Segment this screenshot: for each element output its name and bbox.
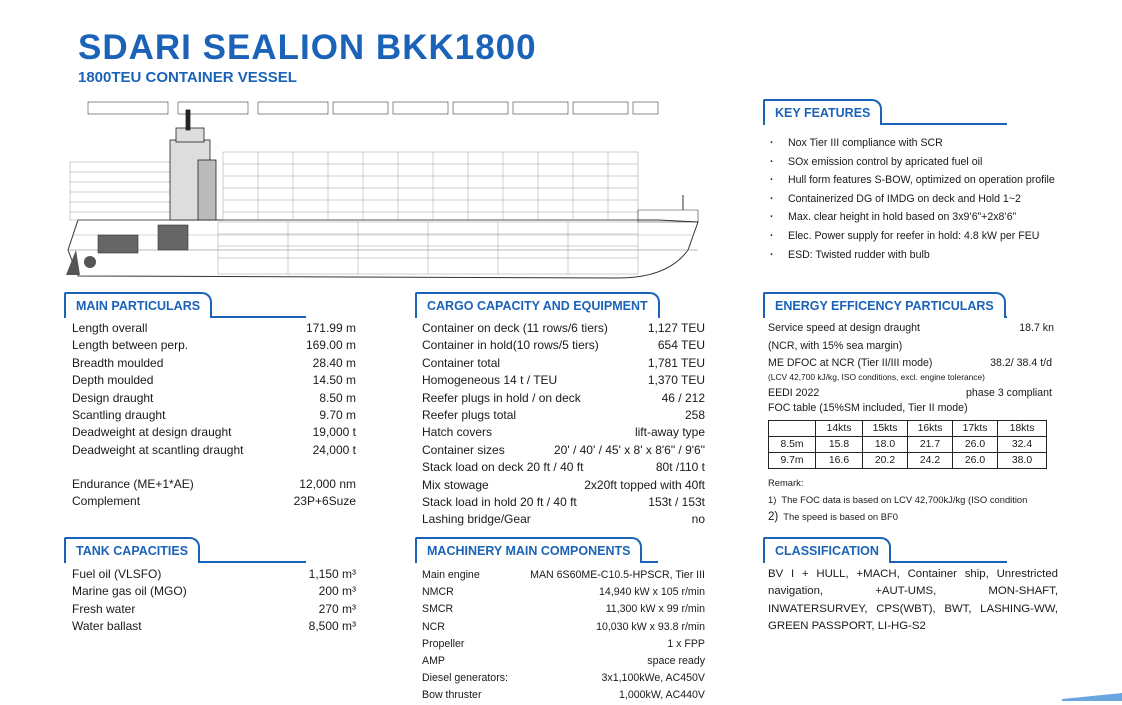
list-item: · Nox Tier III compliance with SCR bbox=[766, 134, 1060, 153]
row-value: 169.00 m bbox=[305, 338, 356, 353]
row-value: no bbox=[691, 512, 705, 527]
foc-table-title: FOC table (15%SM included, Tier II mode) bbox=[768, 402, 968, 414]
list-item bbox=[422, 390, 705, 407]
list-item: · SOx emission control by apricated fuel oil bbox=[766, 153, 1060, 172]
row-value: 1,000kW, AC440V bbox=[619, 689, 705, 702]
table-cell: 18.0 bbox=[863, 437, 908, 453]
table-header-cell: 17kts bbox=[953, 421, 998, 437]
list-item bbox=[72, 583, 356, 600]
machinery-header bbox=[415, 537, 658, 563]
table-header-cell: 15kts bbox=[863, 421, 908, 437]
table-cell: 38.0 bbox=[998, 453, 1047, 469]
table-cell: 24.2 bbox=[908, 453, 953, 469]
row-label: Mix stowage bbox=[422, 477, 489, 492]
row-value: 258 bbox=[684, 407, 705, 422]
machinery-list bbox=[422, 567, 705, 705]
dfoc-label: ME DFOC at NCR (Tier II/III mode) bbox=[768, 357, 933, 369]
list-item bbox=[422, 459, 705, 476]
row-value: 14,940 kW x 105 r/min bbox=[599, 586, 705, 599]
cargo-title: CARGO CAPACITY AND EQUIPMENT bbox=[415, 292, 660, 318]
table-cell: 9.7m bbox=[769, 453, 816, 469]
dfoc-note: (LCV 42,700 kJ/kg, ISO conditions, excl. engine tolerance) bbox=[768, 372, 985, 382]
row-value: 24,000 t bbox=[312, 442, 356, 457]
list-item bbox=[422, 494, 705, 511]
row-value: 1,781 TEU bbox=[647, 355, 705, 370]
table-row bbox=[769, 421, 1047, 437]
list-item bbox=[72, 618, 356, 635]
row-value: 200 m³ bbox=[318, 584, 356, 599]
row-label: Fuel oil (VLSFO) bbox=[72, 567, 162, 581]
row-label: Marine gas oil (MGO) bbox=[72, 584, 187, 599]
list-item bbox=[422, 337, 705, 354]
list-item bbox=[72, 407, 356, 424]
row-label: NMCR bbox=[422, 586, 454, 599]
row-value: 153t / 153t bbox=[648, 494, 705, 509]
list-item bbox=[422, 372, 705, 389]
list-item bbox=[422, 567, 705, 584]
row-label: Reefer plugs total bbox=[422, 407, 517, 422]
row-value: 23P+6Suze bbox=[293, 494, 356, 509]
row-label: Hatch covers bbox=[422, 425, 493, 440]
service-speed-label: Service speed at design draught bbox=[768, 322, 920, 334]
row-label: NCR bbox=[422, 620, 445, 633]
row-value: 270 m³ bbox=[318, 601, 356, 616]
row-value: 14.50 m bbox=[312, 373, 356, 388]
energy-title: ENERGY EFFICENCY PARTICULARS bbox=[763, 292, 1006, 318]
row-label: Breadth moulded bbox=[72, 355, 164, 370]
row-label: Length overall bbox=[72, 321, 148, 335]
machinery-title: MACHINERY MAIN COMPONENTS bbox=[415, 537, 642, 563]
row-label: Container in hold(10 rows/5 tiers) bbox=[422, 338, 599, 353]
row-label: Deadweight at design draught bbox=[72, 425, 232, 440]
main-particulars-list-2 bbox=[72, 476, 356, 511]
table-cell bbox=[769, 421, 816, 437]
cargo-list bbox=[422, 320, 705, 529]
dfoc-value: 38.2/ 38.4 t/d bbox=[990, 357, 1052, 369]
row-value: 28.40 m bbox=[312, 355, 356, 370]
row-value: 1,150 m³ bbox=[308, 567, 356, 581]
page-title: SDARI SEALION BKK1800 bbox=[78, 28, 537, 67]
remark-2-text: The speed is based on BF0 bbox=[783, 511, 898, 522]
row-label: Lashing bridge/Gear bbox=[422, 512, 531, 527]
table-header-cell: 14kts bbox=[816, 421, 863, 437]
key-features-list bbox=[766, 134, 1060, 264]
row-label: Container on deck (11 rows/6 tiers) bbox=[422, 321, 608, 335]
row-label: Stack load on deck 20 ft / 40 ft bbox=[422, 460, 584, 475]
row-label: Diesel generators: bbox=[422, 672, 508, 685]
list-item bbox=[422, 636, 705, 653]
key-features-title: KEY FEATURES bbox=[763, 99, 882, 125]
row-label: Complement bbox=[72, 494, 141, 509]
table-cell: 26.0 bbox=[953, 453, 998, 469]
row-label: Propeller bbox=[422, 637, 465, 650]
list-item bbox=[72, 390, 356, 407]
foc-table bbox=[768, 420, 1047, 469]
row-label: Main engine bbox=[422, 569, 480, 581]
classification-title: CLASSIFICATION bbox=[763, 537, 891, 563]
row-value: 3x1,100kWe, AC450V bbox=[601, 672, 705, 685]
row-label: Homogeneous 14 t / TEU bbox=[422, 373, 558, 388]
row-value: 11,300 kW x 99 r/min bbox=[605, 603, 705, 616]
list-item: · Containerized DG of IMDG on deck and Hold 1~2 bbox=[766, 190, 1060, 209]
row-label: Endurance (ME+1*AE) bbox=[72, 477, 194, 491]
cargo-header bbox=[415, 292, 658, 318]
list-item bbox=[72, 424, 356, 441]
list-item bbox=[422, 320, 705, 337]
row-label: Container total bbox=[422, 355, 501, 370]
main-particulars-header bbox=[64, 292, 306, 318]
list-item bbox=[422, 601, 705, 618]
remark-2-number: 2) bbox=[768, 511, 779, 523]
table-cell: 15.8 bbox=[816, 437, 863, 453]
key-features-header bbox=[763, 99, 1007, 125]
classification-text: BV I + HULL, +MACH, Container ship, Unrestricted navigation, +AUT-UMS, MON-SHAFT, INWATERSURVEY, CPS(WBT), BWT, LASHING-WW, GREEN PASSPORT, LI-HG-S2 bbox=[768, 568, 1058, 633]
table-row bbox=[769, 437, 1047, 453]
row-label: Fresh water bbox=[72, 601, 136, 616]
list-item bbox=[422, 407, 705, 424]
energy-particulars bbox=[768, 322, 1056, 416]
row-value: 8,500 m³ bbox=[308, 619, 356, 634]
table-header-cell: 16kts bbox=[908, 421, 953, 437]
table-row bbox=[769, 453, 1047, 469]
list-item bbox=[422, 442, 705, 459]
list-item bbox=[422, 511, 705, 528]
list-item bbox=[72, 493, 356, 510]
row-value: 654 TEU bbox=[657, 338, 705, 353]
energy-header bbox=[763, 292, 1007, 318]
row-label: Depth moulded bbox=[72, 373, 154, 388]
row-value: 1 x FPP bbox=[667, 637, 705, 650]
service-speed-note: (NCR, with 15% sea margin) bbox=[768, 340, 903, 352]
row-value: MAN 6S60ME-C10.5-HPSCR, Tier III bbox=[530, 569, 705, 581]
row-label: Bow thruster bbox=[422, 689, 482, 702]
row-label: Design draught bbox=[72, 390, 154, 405]
list-item: · Max. clear height in hold based on 3x9’6”+2x8’6” bbox=[766, 208, 1060, 227]
table-header-cell: 18kts bbox=[998, 421, 1047, 437]
table-cell: 32.4 bbox=[998, 437, 1047, 453]
remark-2 bbox=[768, 508, 1027, 526]
list-item: · Elec. Power supply for reefer in hold: 4.8 kW per FEU bbox=[766, 227, 1060, 246]
remark-1-number: 1) bbox=[768, 494, 777, 505]
row-label: Water ballast bbox=[72, 619, 142, 634]
remark-1-text: The FOC data is based on LCV 42,700kJ/kg (ISO condition bbox=[781, 494, 1028, 505]
list-item bbox=[422, 619, 705, 636]
list-item: · Hull form features S-BOW, optimized on operation profile bbox=[766, 171, 1060, 190]
row-value: 1,370 TEU bbox=[647, 373, 705, 388]
page-subtitle: 1800TEU CONTAINER VESSEL bbox=[78, 69, 297, 86]
tank-title: TANK CAPACITIES bbox=[64, 537, 200, 563]
row-value: 1,127 TEU bbox=[647, 321, 705, 335]
dfoc-row bbox=[768, 357, 1056, 372]
row-value: lift-away type bbox=[634, 425, 705, 440]
row-value: 80t /110 t bbox=[655, 460, 705, 475]
list-item bbox=[72, 355, 356, 372]
row-label: Scantling draught bbox=[72, 407, 166, 422]
row-label: Deadweight at scantling draught bbox=[72, 442, 244, 457]
service-speed-row bbox=[768, 322, 1056, 340]
list-item bbox=[422, 424, 705, 441]
main-particulars-list bbox=[72, 320, 356, 459]
list-item bbox=[72, 372, 356, 389]
row-value: 12,000 nm bbox=[299, 477, 356, 491]
list-item bbox=[72, 601, 356, 618]
list-item bbox=[422, 653, 705, 670]
list-item bbox=[422, 687, 705, 704]
list-item bbox=[72, 566, 356, 583]
row-value: 8.50 m bbox=[319, 390, 356, 405]
remark-title: Remark: bbox=[768, 477, 804, 488]
list-item bbox=[422, 355, 705, 372]
list-item bbox=[72, 442, 356, 459]
row-value: 19,000 t bbox=[312, 425, 356, 440]
classification-header bbox=[763, 537, 1007, 563]
tank-list bbox=[72, 566, 356, 636]
row-value: space ready bbox=[647, 654, 705, 667]
list-item bbox=[422, 477, 705, 494]
row-label: Length between perp. bbox=[72, 338, 189, 353]
row-label: Reefer plugs in hold / on deck bbox=[422, 390, 581, 405]
list-item: · ESD: Twisted rudder with bulb bbox=[766, 246, 1060, 265]
row-label: SMCR bbox=[422, 603, 454, 616]
row-value: 9.70 m bbox=[319, 407, 356, 422]
remark-1 bbox=[768, 491, 1027, 508]
foc-remarks bbox=[768, 474, 1027, 526]
row-value: 10,030 kW x 93.8 r/min bbox=[596, 620, 705, 633]
table-cell: 20.2 bbox=[863, 453, 908, 469]
ship-profile-drawing bbox=[58, 100, 708, 290]
list-item bbox=[72, 320, 356, 337]
tank-header bbox=[64, 537, 306, 563]
row-value: 2x20ft topped with 40ft bbox=[584, 477, 705, 492]
row-label: AMP bbox=[422, 654, 445, 667]
row-label: Container sizes bbox=[422, 442, 505, 457]
row-value: 46 / 212 bbox=[661, 390, 705, 405]
row-value: 171.99 m bbox=[305, 321, 356, 335]
list-item bbox=[422, 584, 705, 601]
row-value: 20' / 40' / 45' x 8' x 8'6" / 9'6" bbox=[553, 442, 705, 457]
table-cell: 21.7 bbox=[908, 437, 953, 453]
eedi-label: EEDI 2022 bbox=[768, 387, 820, 399]
list-item bbox=[422, 670, 705, 687]
corner-decoration bbox=[1062, 687, 1122, 701]
table-cell: 16.6 bbox=[816, 453, 863, 469]
eedi-row bbox=[768, 387, 1056, 402]
table-cell: 26.0 bbox=[953, 437, 998, 453]
list-item bbox=[72, 476, 356, 493]
main-particulars-title: MAIN PARTICULARS bbox=[64, 292, 212, 318]
table-cell: 8.5m bbox=[769, 437, 816, 453]
service-speed-value: 18.7 kn bbox=[1019, 322, 1054, 334]
row-label: Stack load in hold 20 ft / 40 ft bbox=[422, 494, 577, 509]
eedi-value: phase 3 compliant bbox=[966, 387, 1052, 399]
list-item bbox=[72, 337, 356, 354]
